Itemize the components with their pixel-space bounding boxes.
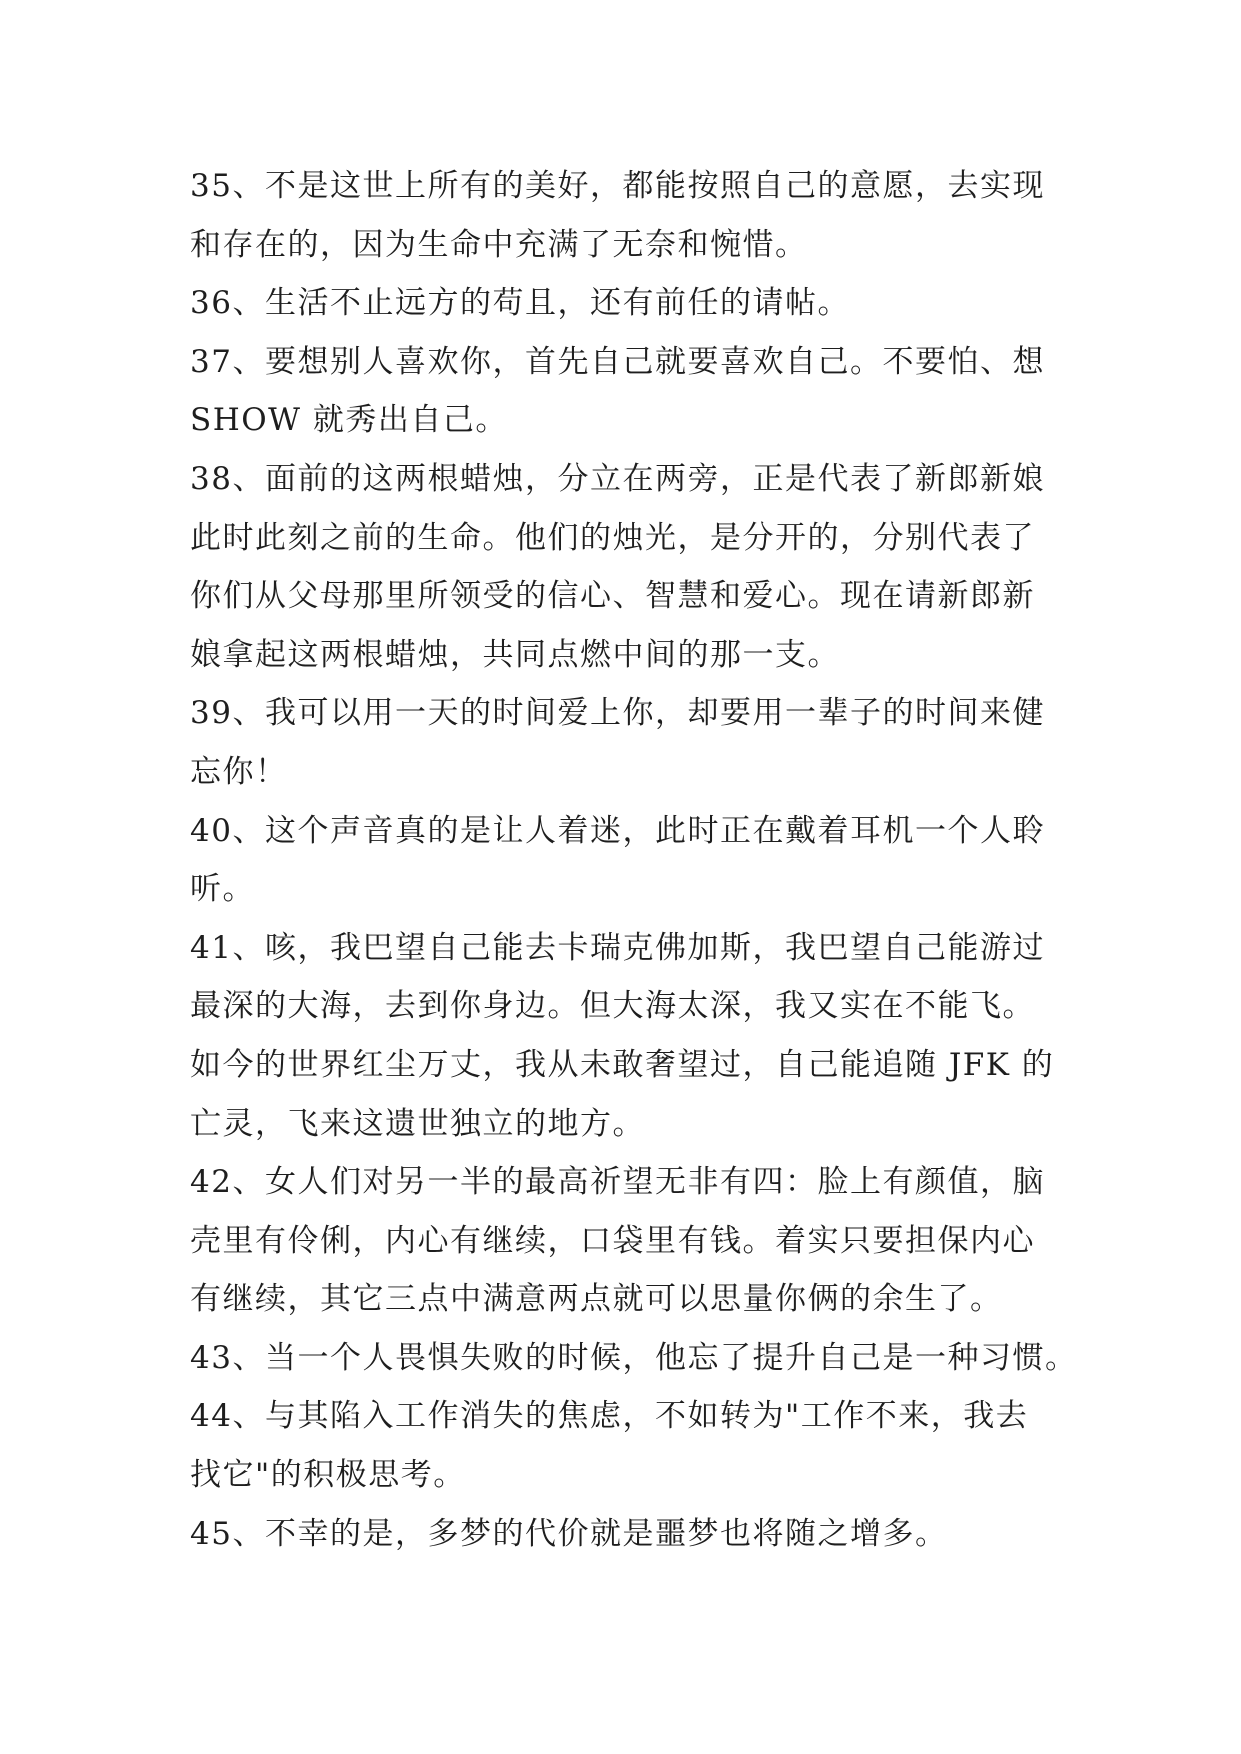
text-line: 36、生活不止远方的苟且，还有前任的请帖。	[190, 285, 850, 322]
text-line: 有继续，其它三点中满意两点就可以思量你俩的余生了。	[190, 1281, 1003, 1318]
text-line: 42、女人们对另一半的最高祈望无非有四：脸上有颜值，脑	[190, 1164, 1045, 1201]
text-line: 如今的世界红尘万丈，我从未敢奢望过，自己能追随 JFK 的	[190, 1046, 1055, 1083]
text-line: 最深的大海，去到你身边。但大海太深，我又实在不能飞。	[190, 988, 1035, 1025]
text-line: 40、这个声音真的是让人着迷，此时正在戴着耳机一个人聆	[190, 812, 1045, 849]
text-line: 你们从父母那里所领受的信心、智慧和爱心。现在请新郎新	[190, 578, 1035, 615]
text-line: 44、与其陷入工作消失的焦虑，不如转为"工作不来，我去	[190, 1398, 1029, 1435]
text-line: 和存在的，因为生命中充满了无奈和惋惜。	[190, 226, 808, 263]
text-line: SHOW 就秀出自己。	[190, 402, 508, 439]
text-line: 娘拿起这两根蜡烛，共同点燃中间的那一支。	[190, 636, 840, 673]
text-line: 亡灵，飞来这遗世独立的地方。	[190, 1105, 645, 1142]
document-body	[190, 157, 1078, 1563]
text-line: 38、面前的这两根蜡烛，分立在两旁，正是代表了新郎新娘	[190, 460, 1045, 497]
text-line: 听。	[190, 871, 255, 908]
text-line: 35、不是这世上所有的美好，都能按照自己的意愿，去实现	[190, 168, 1045, 204]
text-line: 37、要想别人喜欢你，首先自己就要喜欢自己。不要怕、想	[190, 343, 1045, 380]
text-line: 41、咳，我巴望自己能去卡瑞克佛加斯，我巴望自己能游过	[190, 929, 1045, 966]
text-line: 43、当一个人畏惧失败的时候，他忘了提升自己是一种习惯。	[190, 1339, 1078, 1376]
text-line: 壳里有伶俐，内心有继续，口袋里有钱。着实只要担保内心	[190, 1222, 1035, 1259]
text-line: 找它"的积极思考。	[190, 1457, 466, 1494]
text-line: 39、我可以用一天的时间爱上你，却要用一辈子的时间来健	[190, 695, 1045, 732]
text-line: 忘你！	[190, 753, 288, 790]
text-line: 此时此刻之前的生命。他们的烛光，是分开的，分别代表了	[190, 519, 1035, 556]
text-line: 45、不幸的是，多梦的代价就是噩梦也将随之增多。	[190, 1515, 948, 1552]
